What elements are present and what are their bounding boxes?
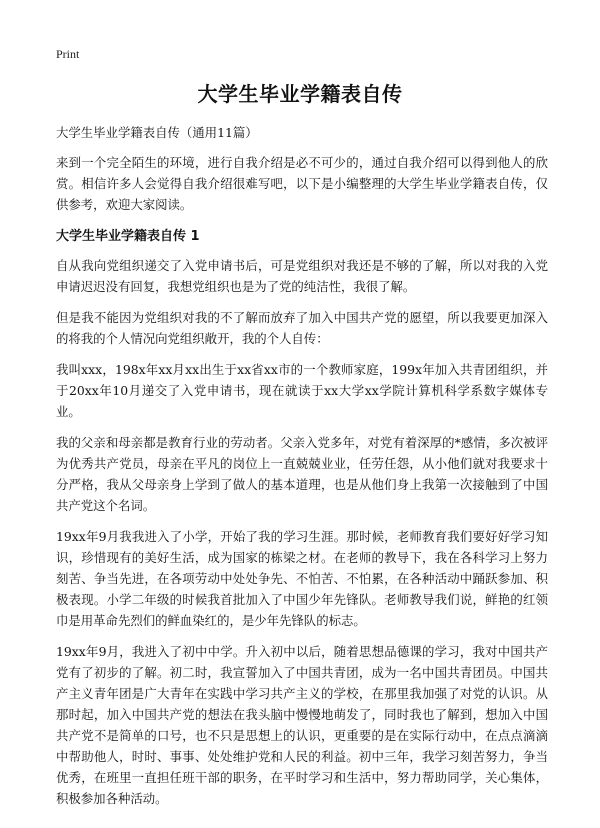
body-paragraph-2: 但是我不能因为党组织对我的不了解而放弃了加入中国共产党的愿望，所以我要更加深入的将我的个人情况向党组织敞开，我的个人自传： [56,310,548,346]
document-body [56,122,548,819]
document-title: 大学生毕业学籍表自传 [197,82,403,106]
body-paragraph-5: 19xx年9月我我进入了小学，开始了我的学习生涯。那时候，老师教育我们要好好学习知识，珍惜现有的美好生活，成为国家的栋梁之材。在老师的教导下，我在各科学习上努力刻苦、争当先进，在各项劳动中处处争先、不怕苦、不怕累，在各种活动中踊跃参加、积极表现。小学二年级的时候我首批加入了中国少年先锋队。老师教导我们说，鲜艳的红领巾是用革命先烈们的鲜血染红的，是少年先锋队的标志。 [56,529,548,628]
body-paragraph-3: 我叫xxx，198x年xx月xx出生于xx省xx市的一个教师家庭，199x年加入共青团组织，并于20xx年10月递交了入党申请书，现在就读于xx大学xx学院计算机科学系数字媒体专业。 [56,362,548,419]
document-subtitle: 大学生毕业学籍表自传（通用11篇） [56,125,258,140]
print-link[interactable]: Print [56,47,80,61]
section-heading: 大学生毕业学籍表自传 1 [56,229,200,244]
body-paragraph-1: 自从我向党组织递交了入党申请书后，可是党组织对我还是不够的了解，所以对我的入党申请迟迟没有回复，我想党组织也是为了党的纯洁性，我很了解。 [56,258,548,294]
body-paragraph-4: 我的父亲和母亲都是教育行业的劳动者。父亲入党多年，对党有着深厚的*感情，多次被评为优秀共产党员，母亲在平凡的岗位上一直兢兢业业，任劳任怨，从小他们就对我要求十分严格，我从父母亲身上学到了做人的基本道理，也是从他们身上我第一次接触到了中国共产党这个名词。 [56,435,548,513]
intro-paragraph: 来到一个完全陌生的环境，进行自我介绍是必不可少的，通过自我介绍可以得到他人的欣赏。相信许多人会觉得自我介绍很难写吧，以下是小编整理的大学生毕业学籍表自传，仅供参考，欢迎大家阅读。 [56,155,548,212]
body-paragraph-6: 19xx年9月，我进入了初中中学。升入初中以后，随着思想品德课的学习，我对中国共产党有了初步的了解。初二时，我宣誓加入了中国共青团，成为一名中国共青团员。中国共产主义青年团是广大青年在实践中学习共产主义的学校，在那里我加强了对党的认识。从那时起，加入中国共产党的想法在我头脑中慢慢地萌发了，同时我也了解到，想加入中国共产党不是简单的口号，也不只是思想上的认识，更重要的是在实际行动中，在点点滴滴中帮助他人，时时、事事、处处维护党和人民的利益。初中三年，我学习刻苦努力，争当优秀，在班里一直担任班干部的职务，在平时学习和生活中，努力帮助同学，关心集体，积极参加各种活动。 [56,644,548,806]
